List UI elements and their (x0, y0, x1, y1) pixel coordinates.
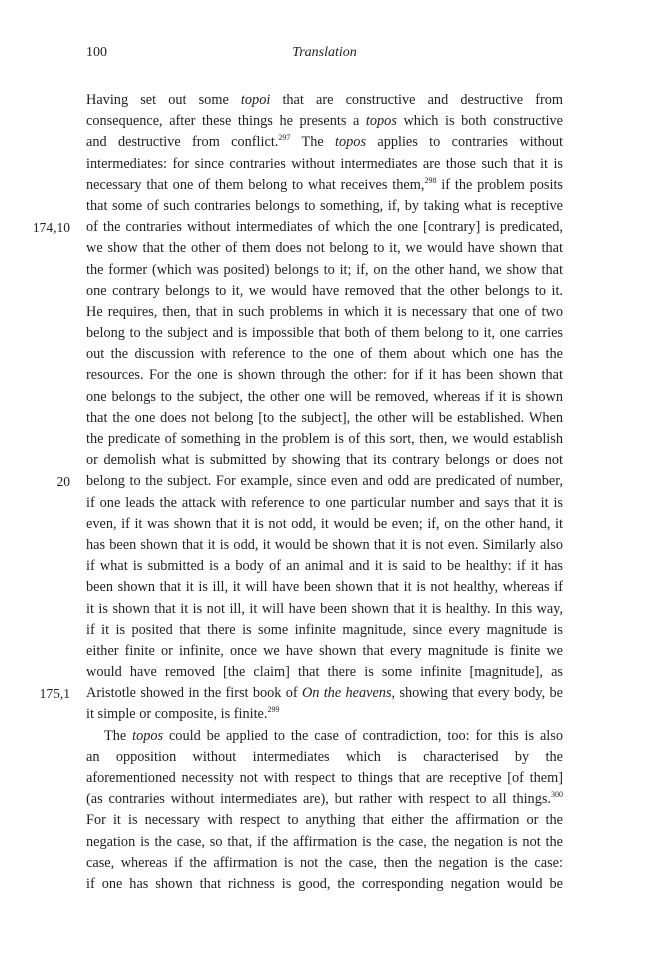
text-line: that some of such contraries belongs to something, if, by taking what is receptive (86, 197, 563, 214)
text-line: negation is the case, so that, if the affirmation is the case, the negation is not the (86, 833, 563, 850)
text-line: one contrary belongs to it, we would have removed that the other belongs to it. (86, 282, 563, 299)
text-line: if it is posited that there is some infinite magnitude, since every magnitude is (86, 621, 563, 638)
text-line: has been shown that it is odd, it would be shown that it is not even. Similarly also (86, 536, 563, 553)
body-text (32, 90, 564, 895)
running-title: Translation (292, 45, 357, 60)
text-line: an opposition without intermediates which is characterised by the (86, 748, 563, 765)
text-line: aforementioned necessity not with respect to things that are receptive [of them] (86, 770, 563, 786)
text-line: even, if it was shown that it is not odd, it would be even; if, on the other hand, it (86, 515, 563, 532)
page-header (86, 45, 563, 65)
text-line: 20 belong to the subject. For example, since even and odd are predicated of number, (86, 471, 563, 492)
footnote-ref: 298 (424, 175, 437, 185)
text-line: belong to the subject and is impossible that both of them belong to it, one carries (86, 325, 563, 342)
text-line: necessary that one of them belong to what receives them,$^{298}$ if the problem posits (86, 175, 563, 193)
text-line: case, whereas if the affirmation is not the case, then the negation is the case: (86, 854, 563, 871)
margin-line-ref: 174,10 (32, 220, 70, 236)
margin-line-ref: 20 (56, 474, 70, 490)
text-line: the former (which was posited) belongs to it; if, on the other hand, we show that (86, 261, 563, 278)
page-number: 100 (86, 45, 107, 60)
margin-line-ref: 175,1 (39, 686, 70, 702)
text-line: either finite or infinite, once we have shown that every magnitude is finite we (86, 642, 563, 659)
text-line: resources. For the one is shown through the other: for if it has been shown that (86, 367, 563, 384)
text-line: 174,10 of the contraries without intermediates of which the one [contrary] is predicated, (86, 217, 563, 238)
text-line: He requires, then, that in such problems in which it is necessary that one of two (86, 303, 563, 320)
text-line: 175,1 Aristotle showed in the first book of On the heavens, showing that every body, be (86, 683, 563, 704)
text-line: if one leads the attack with reference to one particular number and says that it is (86, 494, 563, 511)
text-line: the predicate of something in the problem is of this sort, then, we would establish (86, 431, 563, 447)
text-line: if one has shown that richness is good, the corresponding negation would be (86, 875, 563, 892)
text-line: it is shown that it is not ill, it will have been shown that it is healthy. In this way, (86, 600, 563, 617)
text-line: consequence, after these things he presents a topos which is both constructive (86, 113, 563, 130)
text-line: Having set out some topoi that are constructive and destructive from (86, 92, 563, 108)
text-line: For it is necessary with respect to anything that either the affirmation or the (86, 812, 563, 829)
text-line: if what is submitted is a body of an animal and it is said to be healthy: if it has (86, 558, 563, 575)
text-line: or demolish what is submitted by showing that its contrary belongs or does not (86, 452, 563, 469)
text-line: (as contraries without intermediates are), but rather with respect to all things.$^{300}$ (86, 790, 563, 808)
text-line: and destructive from conflict.$^{297}$ The topos applies to contraries without (86, 133, 564, 151)
text-line: would have removed [the claim] that there is some infinite [magnitude], as (86, 664, 563, 681)
text-line: one belongs to the subject, the other one will be removed, whereas if it is shown (86, 388, 563, 405)
footnote-ref: 297 (278, 133, 291, 143)
text-line: we show that the other of them does not belong to it, we would have shown that (86, 240, 563, 257)
text-line: The topos could be applied to the case of contradiction, too: for this is also (104, 727, 563, 744)
text-line: it simple or composite, is finite.$^{299}$ (86, 705, 280, 723)
text-line: out the discussion with reference to the one of them about which one has the (86, 346, 563, 363)
text-line: been shown that it is ill, it will have been shown that it is not healthy, whereas if (86, 579, 563, 596)
text-line: intermediates: for since contraries without intermediates are those such that it is (86, 155, 563, 172)
footnote-ref: 300 (551, 790, 563, 800)
text-line: that the one does not belong [to the subject], the other will be established. When (86, 409, 563, 426)
footnote-ref: 299 (267, 705, 280, 715)
